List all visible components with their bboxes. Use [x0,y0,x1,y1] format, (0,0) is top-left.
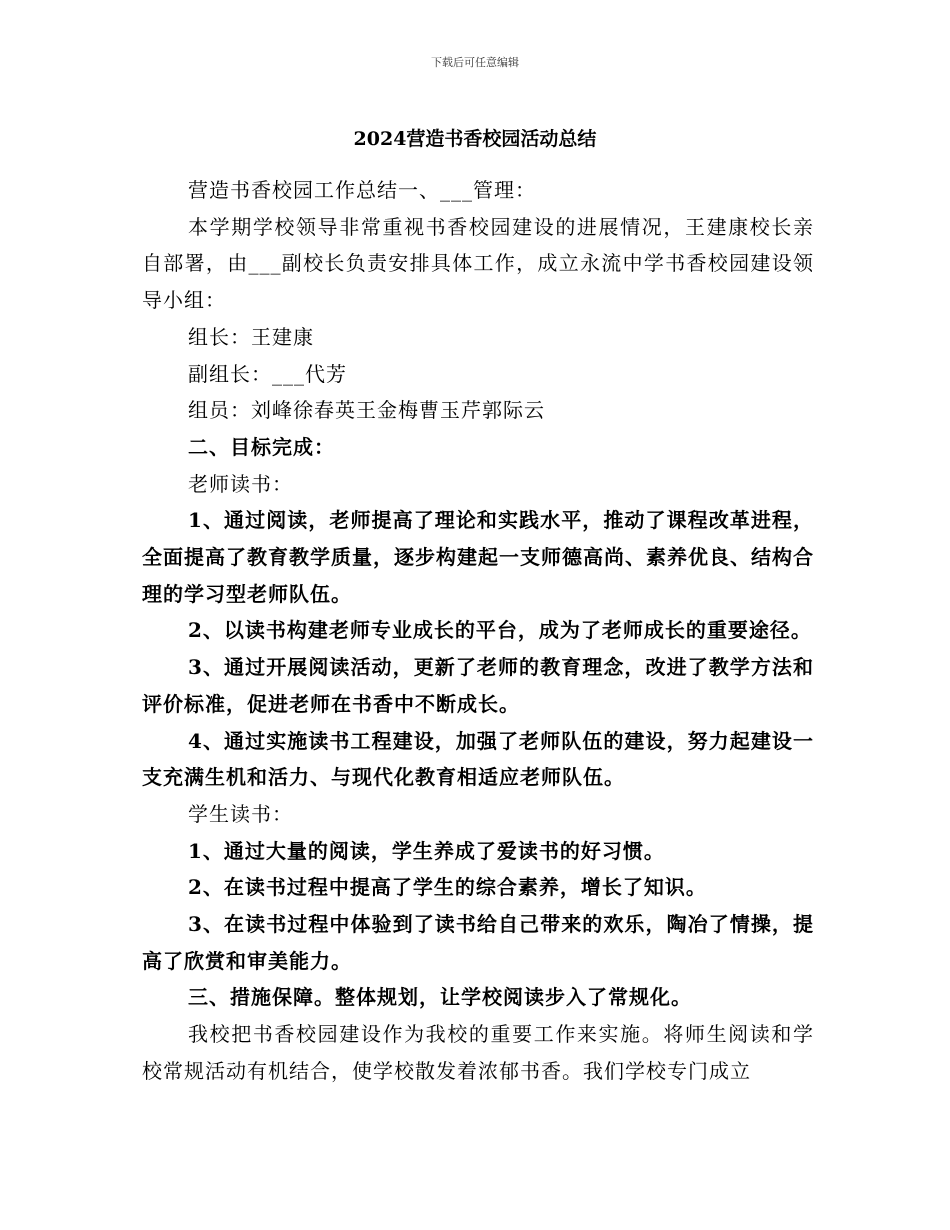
teacher-item-2: 2、以读书构建老师专业成长的平台，成为了老师成长的重要途径。 [188,618,812,643]
paragraph-leadership-intro: 本学期学校领导非常重视书香校园建设的进展情况，王建康校长亲自部署，由___副校长负责安排具体工作，成立永流中学书香校园建设领导小组： [142,214,814,313]
section-heading-measures: 三、措施保障。整体规划，让学校阅读步入了常规化。 [188,985,692,1010]
header-note: 下载后可任意编辑 [431,56,519,69]
student-item-2: 2、在读书过程中提高了学生的综合素养，增长了知识。 [188,875,707,900]
teacher-item-4: 4、通过实施读书工程建设，加强了老师队伍的建设，努力起建设一支充满生机和活力、与现代化教育相适应老师队伍。 [142,728,814,790]
teacher-item-1: 1、通过阅读，老师提高了理论和实践水平，推动了课程改革进程，全面提高了教育教学质量，逐步构建起一支师德高尚、素养优良、结构合理的学习型老师队伍。 [142,508,814,606]
subheading-teacher-reading: 老师读书： [188,471,293,496]
paragraph-management-heading: 营造书香校园工作总结一、___管理： [188,178,536,202]
student-item-3: 3、在读书过程中体验到了读书给自己带来的欢乐，陶冶了情操，提高了欣赏和审美能力。 [142,912,814,973]
subheading-student-reading: 学生读书： [188,801,293,826]
paragraph-members: 组员：刘峰徐春英王金梅曹玉芹郭际云 [188,398,545,423]
paragraph-deputy-leader: 副组长：___代芳 [188,361,347,386]
student-item-1: 1、通过大量的阅读，学生养成了爱读书的好习惯。 [188,838,665,863]
paragraph-measures-body: 我校把书香校园建设作为我校的重要工作来实施。将师生阅读和学校常规活动有机结合，使学校散发着浓郁书香。我们学校专门成立 [142,1022,814,1083]
document-body [142,172,814,1090]
paragraph-group-leader: 组长：王建康 [188,324,314,349]
teacher-item-3: 3、通过开展阅读活动，更新了老师的教育理念，改进了教学方法和评价标准，促进老师在书香中不断成长。 [142,655,814,716]
section-heading-goals: 二、目标完成： [188,434,335,459]
document-title: 2024营造书香校园活动总结 [353,128,597,150]
